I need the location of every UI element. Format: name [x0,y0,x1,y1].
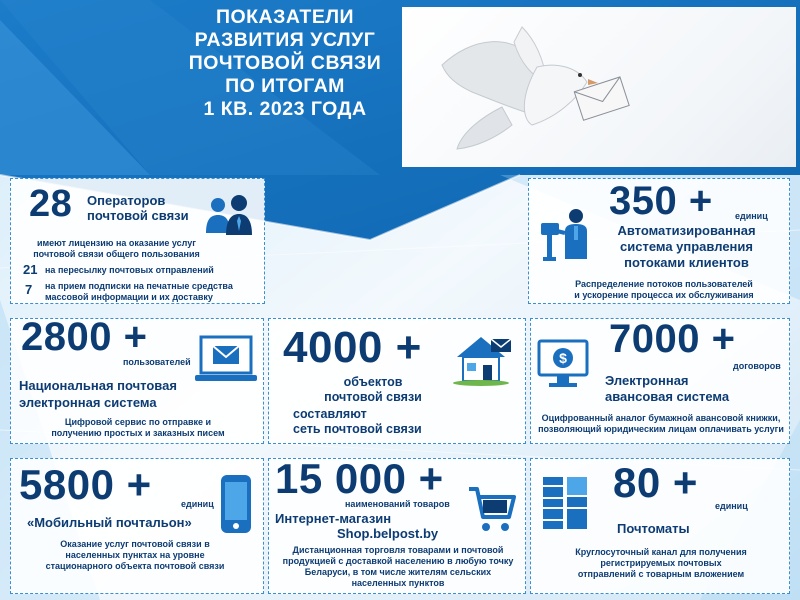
offices-desc: составляют сеть почтовой связи [293,407,422,436]
offices-card [268,318,526,444]
mobile-label: «Мобильный почтальон» [27,515,192,530]
operators-sub1-text: на пересылку почтовых отправлений [45,265,214,275]
shop-unit: наименований товаров [345,499,450,509]
email-number: 2800 + [21,315,148,359]
smartphone-icon [219,473,253,535]
operators-sub1-number: 21 [23,262,38,277]
operators-desc: имеют лицензию на оказание услуг почтовой связи общего пользования [33,238,200,259]
shop-desc: Дистанционная торговля товарами и почтовой продукцией с доставкой населению в любую точку Беларуси, в том числе жителям сельских населенных пунктов [282,545,514,588]
mobile-number: 5800 + [19,461,152,508]
queue-desc: Распределение потоков пользователей и ускорение процесса их обслуживания [574,279,754,300]
title-line: РАЗВИТИЯ УСЛУГ [194,29,376,51]
lockers-desc: Круглосуточный канал для получения регистрируемых почтовых отправлений с товарным вложением [575,547,747,579]
mobile-desc: Оказание услуг почтовой связи в населенных пунктах на уровне стационарного объекта почтовой связи [45,539,225,571]
queue-label: Автоматизированная система управления потоками клиентов [617,223,756,270]
operators-sub2-text: на прием подписки на печатные средства массовой информации и их доставку [45,281,233,302]
queue-number: 350 + [609,179,713,223]
shop-card [268,455,526,594]
operators-number: 28 [29,183,73,225]
title-line: 1 КВ. 2023 ГОДА [203,98,367,120]
operators-label: Операторов почтовой связи [87,193,189,223]
mobile-unit: единиц [181,499,214,509]
dove-photo [402,7,796,167]
lockers-card [530,458,790,594]
email-desc: Цифровой сервис по отправке и получению простых и заказных писем [51,417,225,438]
house-mail-icon [451,331,515,387]
lockers-label: Почтоматы [617,521,690,536]
queue-unit: единиц [735,211,768,221]
title-line: ПО ИТОГАМ [225,75,345,97]
advance-desc: Оцифрованный аналог бумажной авансовой книжки, позволяющий юридическим лицам оплачивать услуги [538,413,784,434]
title-line: ПОКАЗАТЕЛИ [215,6,355,28]
lockers-unit: единиц [715,501,748,511]
offices-number: 4000 + [283,323,422,372]
advance-number: 7000 + [609,317,736,361]
laptop-envelope-icon [193,335,259,385]
shopping-cart-icon [467,485,517,535]
lockers-number: 80 + [613,459,698,506]
email-unit: пользователей [123,357,191,367]
advance-label: Электронная авансовая система [605,373,730,404]
advance-card [530,318,790,444]
shop-label: Интернет-магазин Shop.belpost.by [275,511,439,541]
advance-unit: договоров [733,361,781,371]
queue-card [528,178,790,304]
email-card [10,315,264,444]
person-at-kiosk-icon [539,207,593,263]
monitor-dollar-icon [537,339,589,389]
operators-card [10,178,265,304]
dove-with-envelope-icon [402,7,796,167]
svg-text:$: $ [559,350,567,366]
page-title [150,6,420,121]
people-icon [203,193,255,237]
parcel-locker-icon [541,475,595,531]
shop-number: 15 000 + [275,455,444,502]
mobile-card [10,458,264,594]
title-line: ПОЧТОВОЙ СВЯЗИ [188,52,382,74]
offices-label: объектов почтовой связи [324,375,422,404]
operators-sub2-number: 7 [25,282,33,297]
email-label: Национальная почтовая электронная система [19,378,177,410]
